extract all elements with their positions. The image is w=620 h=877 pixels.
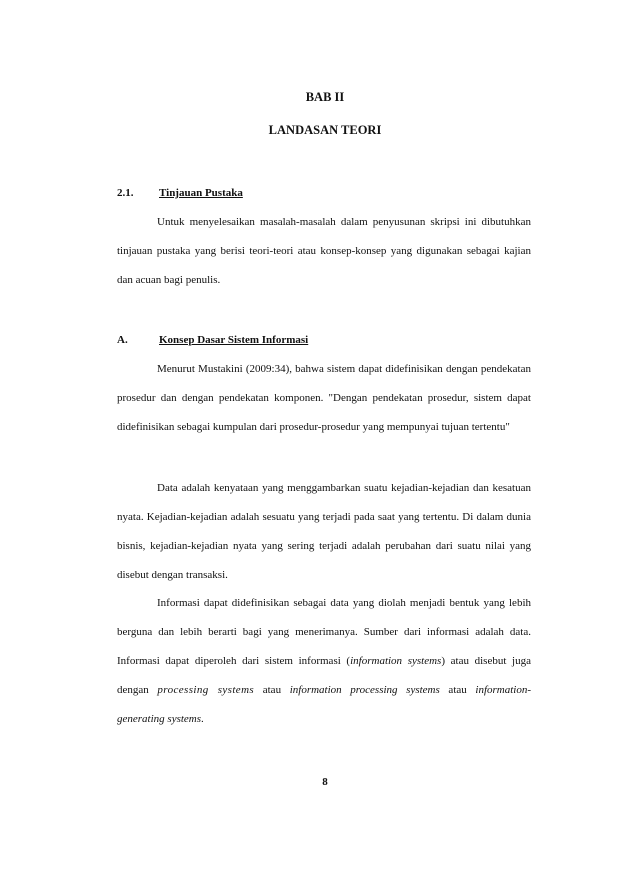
page-number: 8	[322, 776, 328, 788]
paragraph-definisi-data: Data adalah kenyataan yang menggambarkan suatu kejadian-kejadian dan kesatuan nyata. Kejadian-kejadian adalah sesuatu yang terjadi pada saat yang tertentu. Di dalam dunia bisnis, kejadian-kejadian nyata yang sering terjadi adalah perubahan dari suatu nilai yang disebut dengan transaksi.	[117, 482, 531, 581]
text-run: .	[201, 713, 204, 725]
section-number: 2.1.	[117, 187, 134, 199]
text-run: atau	[254, 684, 290, 696]
paragraph-definisi-informasi	[117, 589, 531, 734]
section-title: Tinjauan Pustaka	[159, 187, 243, 199]
text-run: ) atau disebut juga dengan	[117, 655, 531, 696]
italic-term: processing systems	[157, 684, 255, 696]
paragraph-definisi-sistem: Menurut Mustakini (2009:34), bahwa sistem dapat didefinisikan dengan pendekatan prosedur dan dengan pendekatan komponen. "Dengan pendekatan prosedur, sistem dapat didefinisikan sebagai kumpulan dari prosedur-prosedur yang mempunyai tujuan tertentu"	[117, 363, 531, 433]
paragraph-tinjauan-pustaka: Untuk menyelesaikan masalah-masalah dalam penyusunan skripsi ini dibutuhkan tinjauan pustaka yang berisi teori-teori atau konsep-konsep yang digunakan sebagai kajian dan acuan bagi penulis.	[117, 216, 531, 286]
section-title: Konsep Dasar Sistem Informasi	[159, 334, 309, 346]
italic-term: information-generating systems	[117, 684, 532, 725]
section-heading-a	[117, 334, 308, 346]
text-run: Informasi dapat didefinisikan sebagai data yang diolah menjadi bentuk yang lebih berguna dan lebih berarti bagi yang menerimanya. Sumber dari informasi adalah data. Informasi dapat diperoleh dari sistem informasi (	[117, 597, 531, 667]
italic-term: information processing systems	[289, 684, 440, 696]
chapter-title: LANDASAN TEORI	[268, 123, 382, 137]
chapter-label: BAB II	[305, 90, 345, 104]
section-heading-2-1	[117, 187, 243, 199]
italic-term: information systems	[350, 655, 442, 667]
text-run: atau	[439, 684, 476, 696]
section-number: A.	[117, 334, 128, 346]
